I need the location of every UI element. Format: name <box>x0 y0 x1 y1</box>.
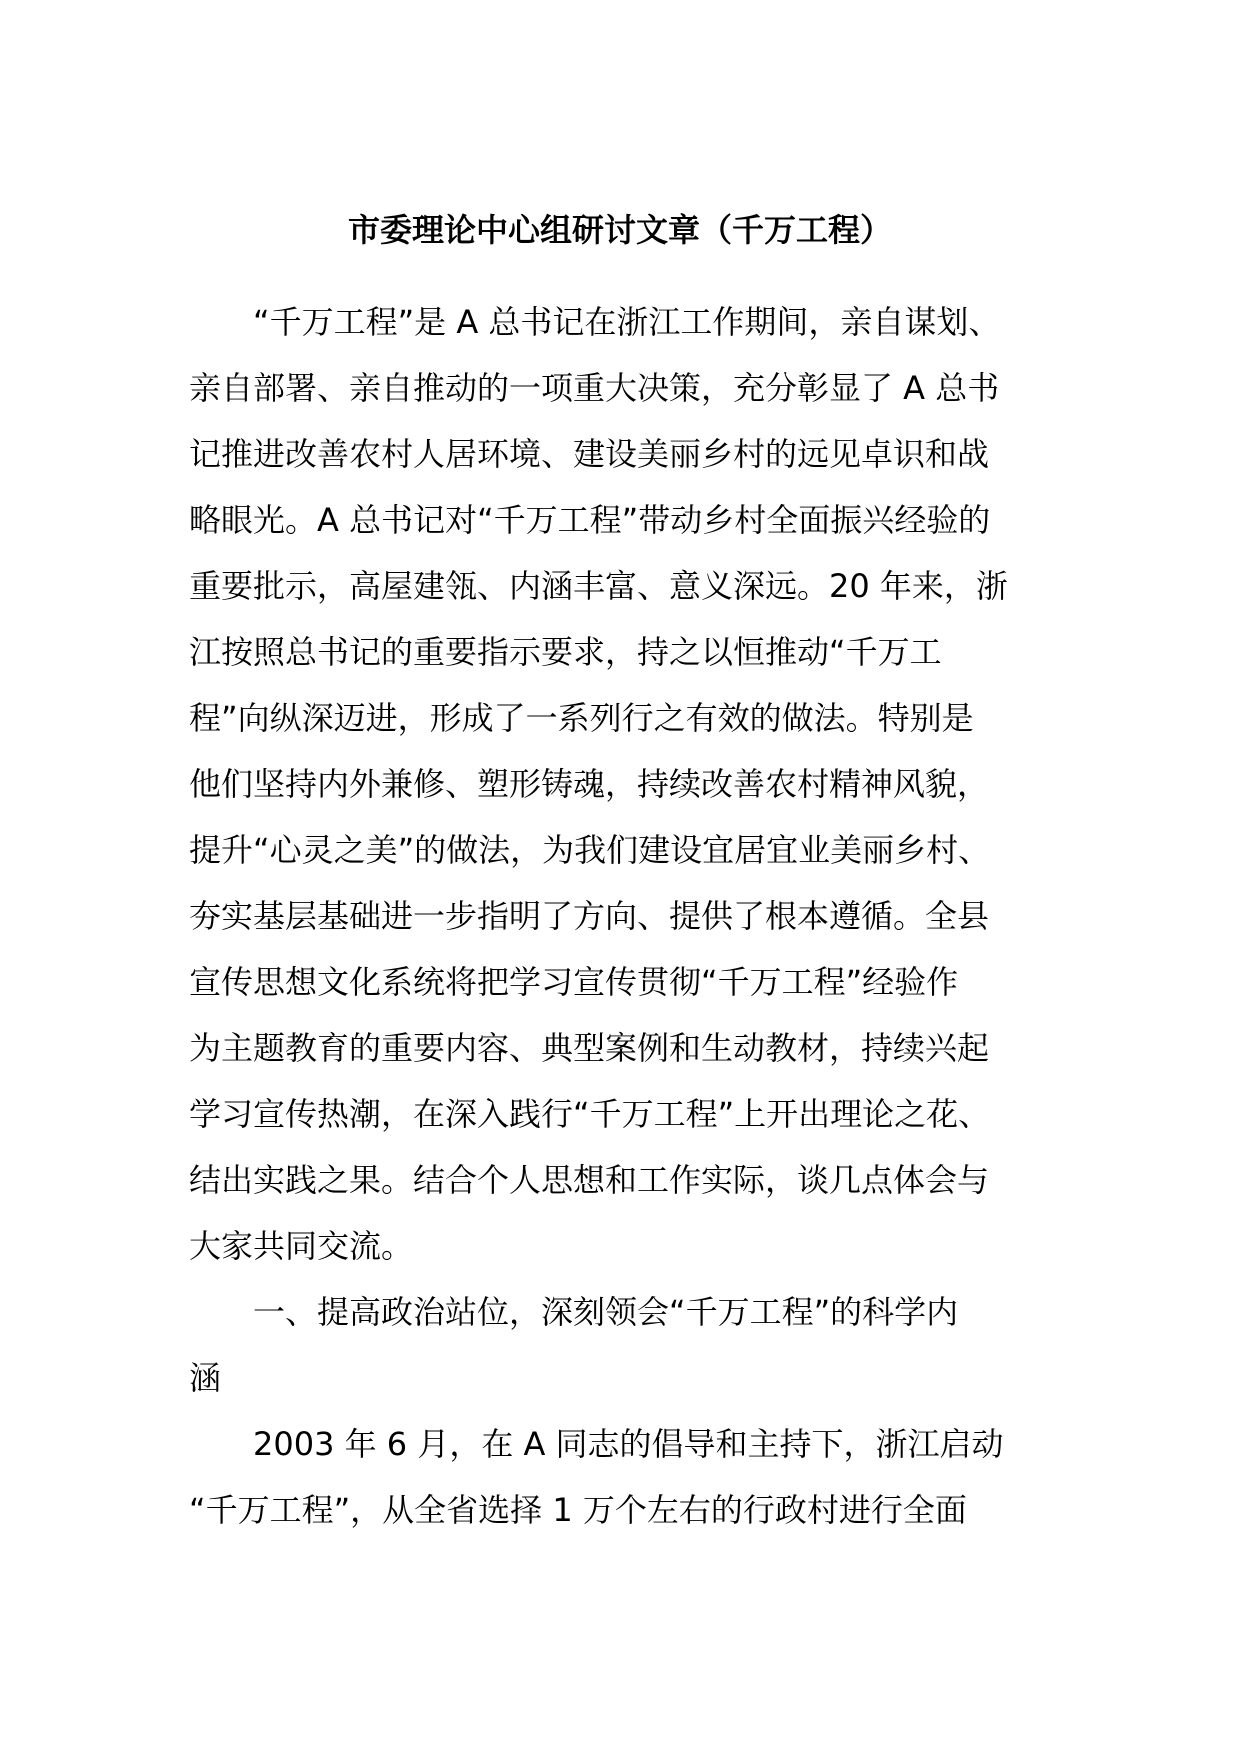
section-heading-line-1: 一、提高政治站位，深刻领会“千万工程”的科学内 <box>189 1293 959 1331</box>
paragraph-line-14: 结出实践之果。结合个人思想和工作实际，谈几点体会与 <box>189 1161 990 1199</box>
paragraph-line-9: 提升“心灵之美”的做法，为我们建设宜居宜业美丽乡村、 <box>189 831 991 869</box>
paragraph-line-2: 亲自部署、亲自推动的一项重大决策，充分彰显了 A 总书 <box>189 369 1000 407</box>
paragraph-line-12: 为主题教育的重要内容、典型案例和生动教材，持续兴起 <box>189 1029 990 1067</box>
paragraph-line-7: 程”向纵深迈进，形成了一系列行之有效的做法。特别是 <box>189 699 974 737</box>
paragraph-line-6: 江按照总书记的重要指示要求，持之以恒推动“千万工 <box>189 633 942 671</box>
document-title: 市委理论中心组研讨文章（千万工程） <box>347 211 892 249</box>
paragraph-line-3: 记推进改善农村人居环境、建设美丽乡村的远见卓识和战 <box>189 435 990 473</box>
paragraph-line-15: 大家共同交流。 <box>189 1227 414 1265</box>
paragraph-line-17: “千万工程”，从全省选择 1 万个左右的行政村进行全面 <box>189 1491 967 1529</box>
section-heading-line-2: 涵 <box>189 1359 222 1397</box>
paragraph-line-8: 他们坚持内外兼修、塑形铸魂，持续改善农村精神风貌， <box>189 765 990 803</box>
paragraph-line-13: 学习宣传热潮，在深入践行“千万工程”上开出理论之花、 <box>189 1095 991 1133</box>
paragraph-line-1: “千万工程”是 A 总书记在浙江工作期间，亲自谋划、 <box>189 303 1001 341</box>
paragraph-line-4: 略眼光。A 总书记对“千万工程”带动乡村全面振兴经验的 <box>189 501 991 539</box>
paragraph-line-5: 重要批示，高屋建瓴、内涵丰富、意义深远。20 年来，浙 <box>189 567 1008 605</box>
paragraph-line-16: 2003 年 6 月，在 A 同志的倡导和主持下，浙江启动 <box>189 1425 1004 1463</box>
paragraph-line-10: 夯实基层基础进一步指明了方向、提供了根本遵循。全县 <box>189 897 990 935</box>
paragraph-line-11: 宣传思想文化系统将把学习宣传贯彻“千万工程”经验作 <box>189 963 959 1001</box>
